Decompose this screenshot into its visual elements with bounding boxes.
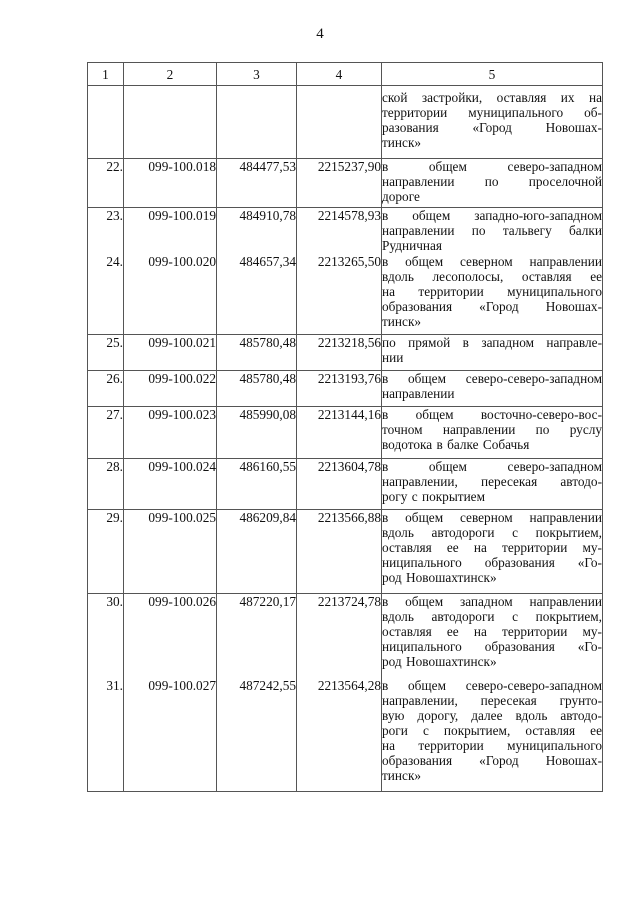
description-line: род Новошахтинск» <box>382 570 497 585</box>
cell-num: 22. <box>88 159 124 208</box>
description-line: образования «Город Новошах- <box>382 299 602 314</box>
cell-description <box>382 208 603 254</box>
description-line: водотока в балке Собачья <box>382 437 530 452</box>
cell-x: 485780,48 <box>217 335 297 371</box>
description-line: в общем западно-юго-западном <box>382 208 602 223</box>
description-line: в общем северо-западном <box>382 459 602 474</box>
cell-description <box>382 371 603 407</box>
cell-x <box>217 86 297 159</box>
cell-x: 485990,08 <box>217 407 297 459</box>
description-line: по прямой в западном направле- <box>382 335 602 350</box>
table-row <box>88 208 603 254</box>
cell-num: 26. <box>88 371 124 407</box>
cell-description <box>382 407 603 459</box>
description-line: тинск» <box>382 314 422 329</box>
description-line: точном направлении по руслу <box>382 422 602 437</box>
description-line: на территории муниципального <box>382 284 602 299</box>
column-header-5: 5 <box>382 63 603 86</box>
cell-code <box>124 86 217 159</box>
table-row <box>88 254 603 335</box>
cell-x: 486209,84 <box>217 510 297 594</box>
description-line: направлении, пересекая грунто- <box>382 693 602 708</box>
cell-y <box>297 86 382 159</box>
description-line: Рудничная <box>382 238 443 253</box>
table-row <box>88 510 603 594</box>
boundary-points-table <box>87 62 603 792</box>
cell-num: 28. <box>88 459 124 510</box>
cell-x: 485780,48 <box>217 371 297 407</box>
description-line: вдоль лесополосы, оставляя ее <box>382 269 602 284</box>
description-line: тинск» <box>382 768 422 783</box>
table-header-row <box>88 63 603 86</box>
cell-num: 31. <box>88 678 124 792</box>
cell-y: 2213604,78 <box>297 459 382 510</box>
cell-code: 099-100.022 <box>124 371 217 407</box>
cell-description <box>382 254 603 335</box>
description-line: ниципального образования «Го- <box>382 639 602 654</box>
table-row <box>88 335 603 371</box>
cell-description <box>382 86 603 159</box>
cell-num: 29. <box>88 510 124 594</box>
description-line: в общем северо-западном <box>382 159 602 174</box>
column-header-2: 2 <box>124 63 217 86</box>
description-line: образования «Город Новошах- <box>382 753 602 768</box>
cell-code: 099-100.021 <box>124 335 217 371</box>
cell-y: 2213265,50 <box>297 254 382 335</box>
column-header-4: 4 <box>297 63 382 86</box>
description-line: в общем северном направлении <box>382 254 602 269</box>
description-line: направлении по тальвегу балки <box>382 223 602 238</box>
cell-x: 487242,55 <box>217 678 297 792</box>
description-line: в общем восточно-северо-вос- <box>382 407 602 422</box>
description-line: рогу с покрытием <box>382 489 485 504</box>
description-line: в общем северном направлении <box>382 510 602 525</box>
page-number: 4 <box>316 26 324 42</box>
table-row <box>88 459 603 510</box>
cell-x: 484657,34 <box>217 254 297 335</box>
table-row <box>88 594 603 678</box>
cell-y: 2213218,56 <box>297 335 382 371</box>
description-line: роги с покрытием, оставляя ее <box>382 723 602 738</box>
description-line: территории муниципального об- <box>382 105 602 120</box>
cell-num: 23. <box>88 208 124 254</box>
cell-description <box>382 594 603 678</box>
table-row <box>88 371 603 407</box>
description-line: вую дорогу, далее вдоль автодо- <box>382 708 602 723</box>
table-row <box>88 407 603 459</box>
table-row <box>88 159 603 208</box>
description-line: дороге <box>382 189 420 204</box>
cell-num: 24. <box>88 254 124 335</box>
description-line: направлении по проселочной <box>382 174 602 189</box>
table-row <box>88 678 603 792</box>
cell-y: 2213566,88 <box>297 510 382 594</box>
cell-description <box>382 335 603 371</box>
cell-description <box>382 678 603 792</box>
cell-x: 487220,17 <box>217 594 297 678</box>
cell-code: 099-100.025 <box>124 510 217 594</box>
cell-code: 099-100.020 <box>124 254 217 335</box>
cell-description <box>382 459 603 510</box>
description-line: нии <box>382 350 404 365</box>
cell-code: 099-100.024 <box>124 459 217 510</box>
description-line: в общем западном направлении <box>382 594 602 609</box>
cell-x: 484477,53 <box>217 159 297 208</box>
description-line: направлении, пересекая автодо- <box>382 474 602 489</box>
cell-code: 099-100.018 <box>124 159 217 208</box>
cell-y: 2213144,16 <box>297 407 382 459</box>
cell-y: 2213564,28 <box>297 678 382 792</box>
cell-num: 25. <box>88 335 124 371</box>
cell-y: 2213193,76 <box>297 371 382 407</box>
cell-y: 2215237,90 <box>297 159 382 208</box>
description-line: направлении <box>382 386 455 401</box>
table-row-continuation <box>88 86 603 159</box>
description-line: на территории муниципального <box>382 738 602 753</box>
description-line: разования «Город Новошах- <box>382 120 602 135</box>
description-line: в общем северо-северо-западном <box>382 371 602 386</box>
cell-code: 099-100.027 <box>124 678 217 792</box>
cell-description <box>382 510 603 594</box>
cell-code: 099-100.023 <box>124 407 217 459</box>
cell-description <box>382 159 603 208</box>
description-line: ской застройки, оставляя их на <box>382 90 602 105</box>
cell-code: 099-100.026 <box>124 594 217 678</box>
cell-num: 27. <box>88 407 124 459</box>
cell-num <box>88 86 124 159</box>
description-line: ниципального образования «Го- <box>382 555 602 570</box>
cell-num: 30. <box>88 594 124 678</box>
column-header-3: 3 <box>217 63 297 86</box>
cell-y: 2213724,78 <box>297 594 382 678</box>
cell-y: 2214578,93 <box>297 208 382 254</box>
description-line: оставляя ее на территории му- <box>382 624 602 639</box>
description-line: оставляя ее на территории му- <box>382 540 602 555</box>
description-line: вдоль автодороги с покрытием, <box>382 609 602 624</box>
description-line: род Новошахтинск» <box>382 654 497 669</box>
description-line: тинск» <box>382 135 422 150</box>
cell-code: 099-100.019 <box>124 208 217 254</box>
cell-x: 484910,78 <box>217 208 297 254</box>
description-line: в общем северо-северо-западном <box>382 678 602 693</box>
column-header-1: 1 <box>88 63 124 86</box>
cell-x: 486160,55 <box>217 459 297 510</box>
description-line: вдоль автодороги с покрытием, <box>382 525 602 540</box>
